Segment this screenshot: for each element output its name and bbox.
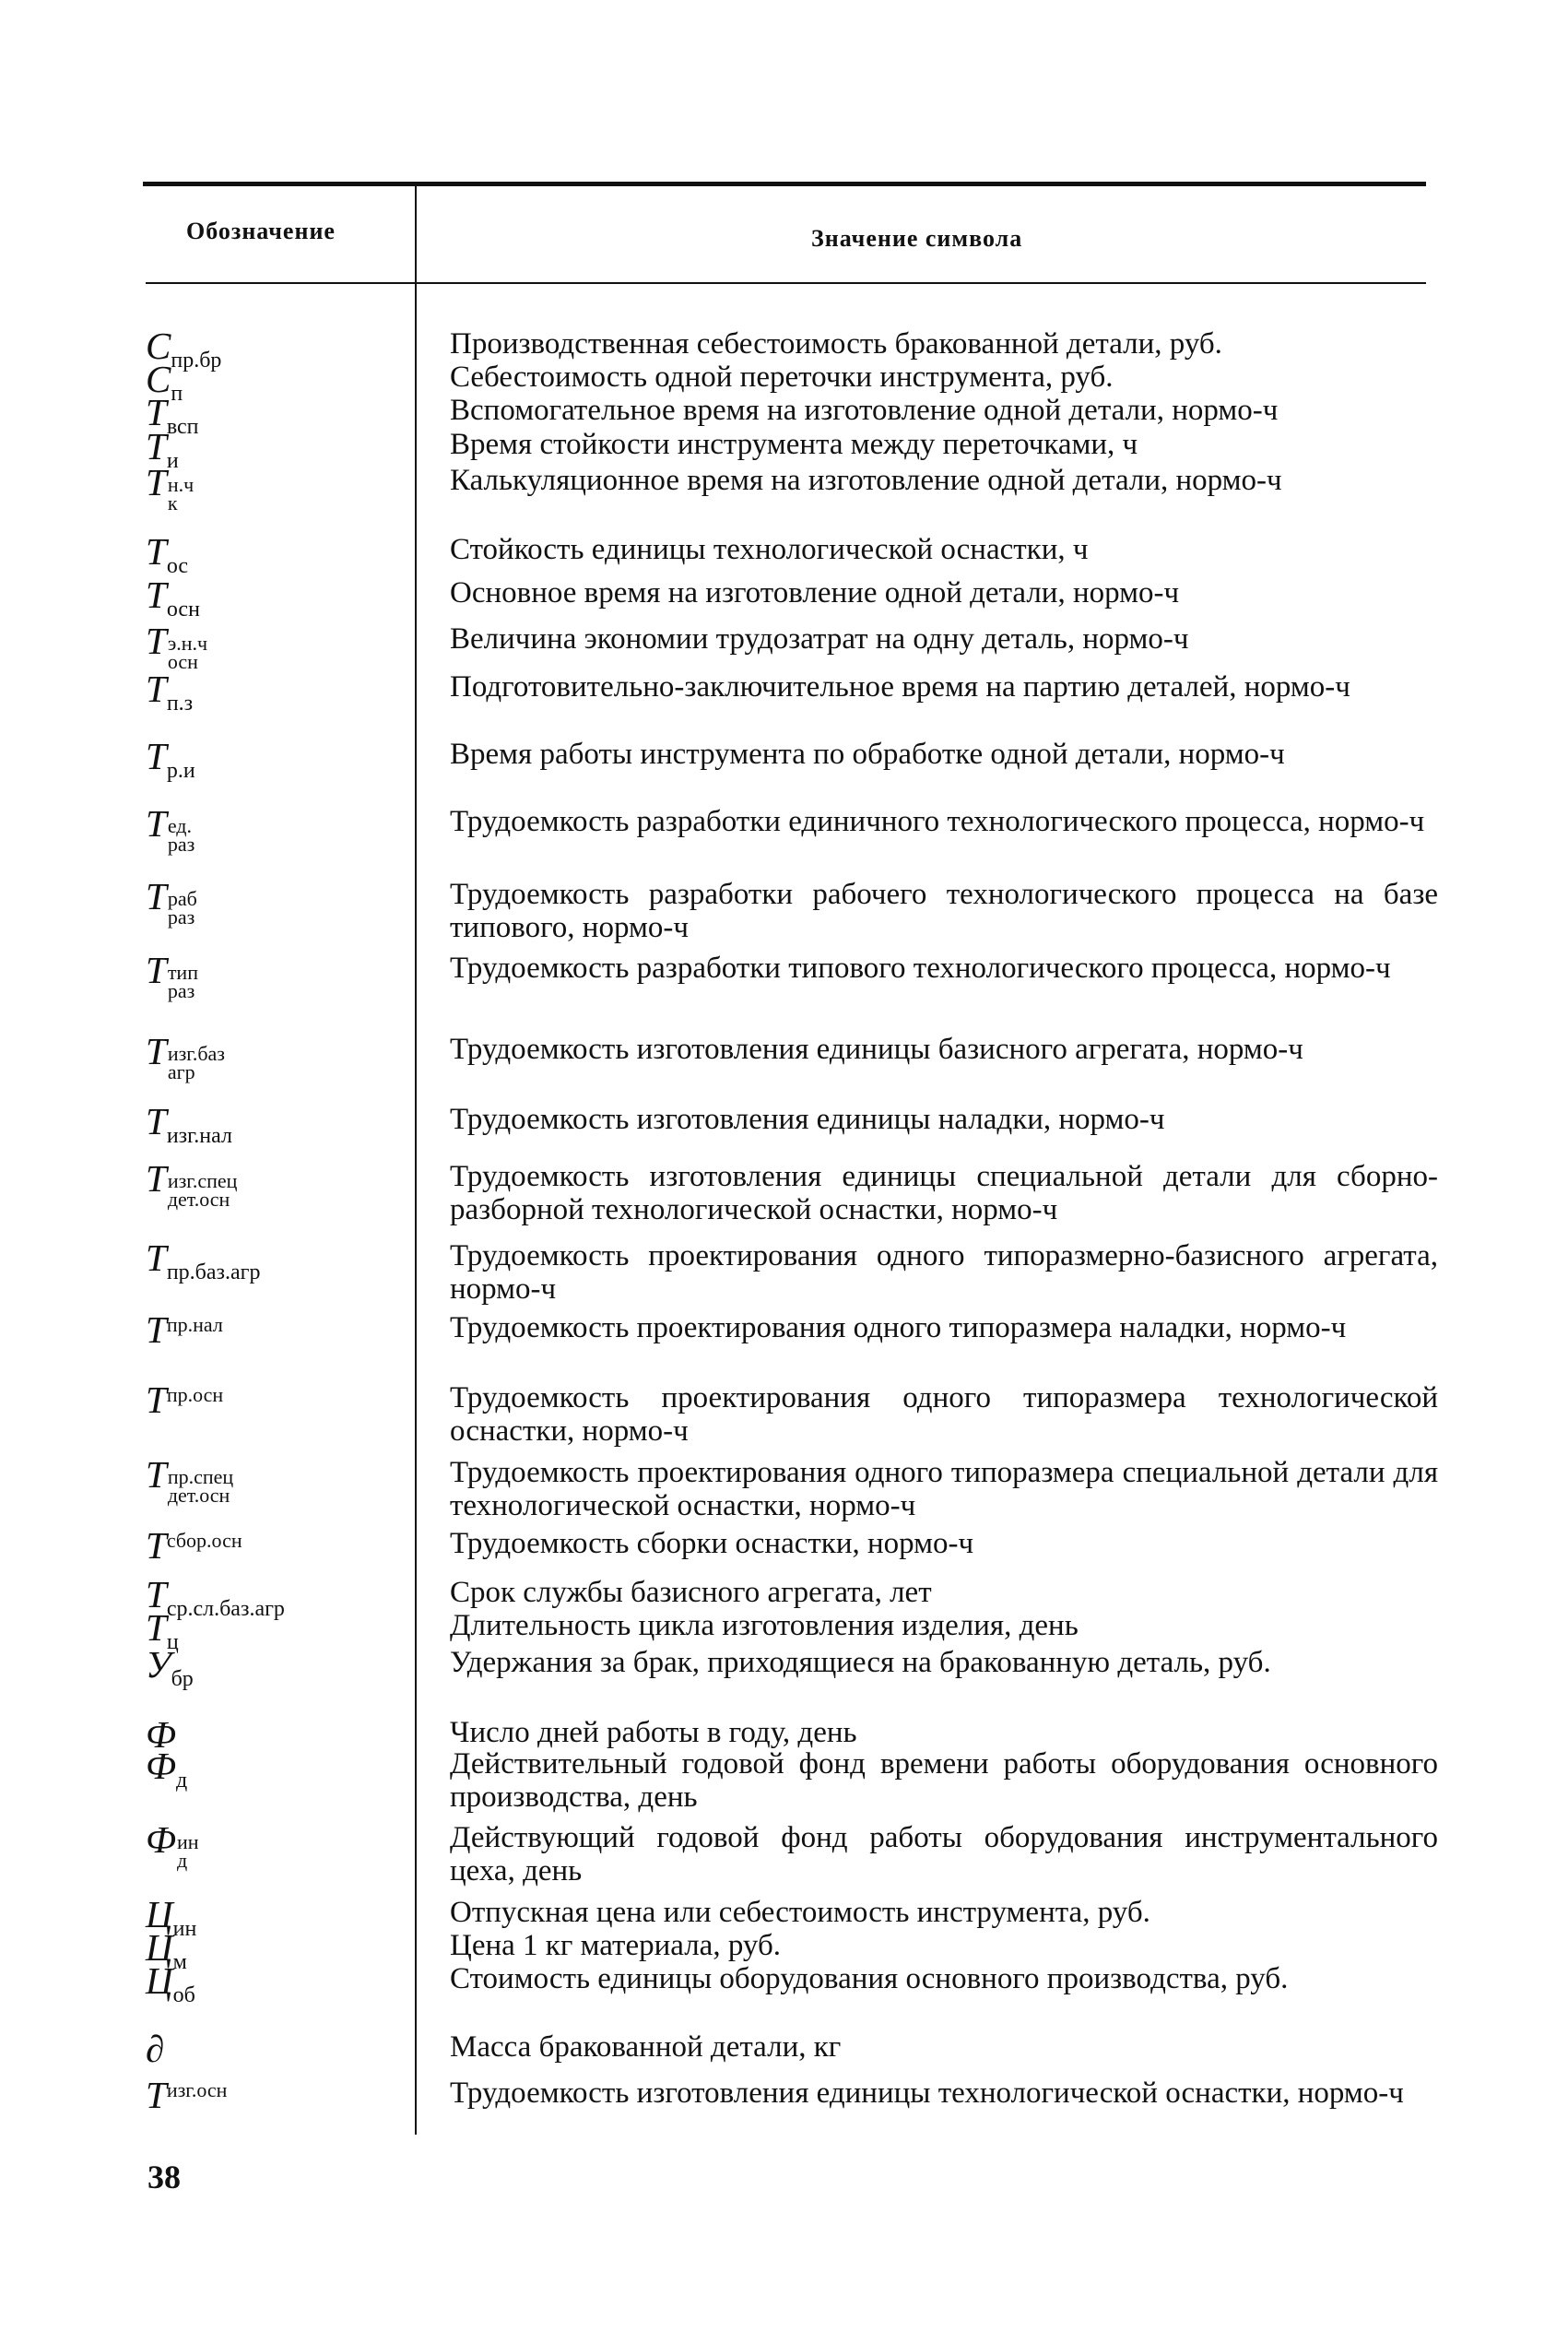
symbol-description: Срок службы базисного агрегата, лет [450, 1576, 932, 1609]
symbol-description: Трудоемкость изготовления единицы базисного агрегата, нормо-ч [450, 1033, 1303, 1066]
symbol-superscript: изг.баз [167, 1042, 225, 1065]
symbol-description: Трудоемкость разработки рабочего технологического процесса на базе типового, нормо-ч [450, 878, 1438, 944]
symbol-description: Трудоемкость сборки оснастки, нормо-ч [450, 1527, 974, 1560]
symbol-subscript: об [172, 1983, 195, 2008]
symbol-description: Себестоимость одной переточки инструмента, руб. [450, 361, 1114, 394]
symbol-description: Время стойкости инструмента между переточками, ч [450, 428, 1138, 461]
symbol [146, 1643, 194, 1698]
symbol-superscript: н.ч [167, 473, 195, 496]
symbol-superscript: ин [176, 1830, 199, 1853]
symbol-base: T [146, 1378, 167, 1421]
symbol-subscript: д [176, 1849, 188, 1872]
symbol-base: У [146, 1643, 171, 1686]
symbol-subscript: пр.баз.агр [166, 1260, 261, 1285]
symbol [146, 802, 195, 856]
symbol-base: T [146, 1236, 167, 1279]
symbol [146, 461, 195, 515]
symbol-superscript: пр.нал [166, 1313, 223, 1336]
symbol-base: T [146, 1100, 167, 1142]
symbol-base: T [146, 668, 167, 710]
symbol-base: T [146, 574, 167, 616]
symbol [146, 1818, 199, 1872]
symbol-description: Калькуляционное время на изготовление одной детали, нормо-ч [450, 464, 1282, 497]
symbol-subscript: осн [166, 598, 200, 622]
symbol-superscript: э.н.ч [167, 632, 208, 655]
symbol-subscript: и [166, 449, 179, 474]
symbol-base: T [146, 391, 167, 433]
symbol-description: Действительный годовой фонд времени работы оборудования основного производства, день [450, 1747, 1438, 1814]
symbol-subscript: ц [166, 1630, 179, 1655]
symbol-base: C [146, 358, 171, 400]
symbol-description: Трудоемкость изготовления единицы технологической оснастки, нормо-ч [450, 2077, 1404, 2110]
symbol-description: Удержания за брак, приходящиеся на бракованную деталь, руб. [450, 1646, 1271, 1679]
symbol-description: Трудоемкость изготовления единицы наладки, нормо-ч [450, 1103, 1165, 1136]
symbol-subscript: изг.нал [166, 1124, 232, 1149]
symbol [146, 670, 193, 722]
symbol-base: T [146, 1157, 167, 1200]
symbol-description: Трудоемкость разработки типового технологического процесса, нормо-ч [450, 952, 1391, 985]
table-top-rule [143, 182, 1426, 186]
symbol-subscript: всп [166, 415, 199, 440]
symbol-description: Производственная себестоимость бракованной детали, руб. [450, 327, 1222, 361]
symbol [146, 1030, 225, 1083]
symbol-superscript: сбор.осн [166, 1529, 242, 1552]
symbol-description: Трудоемкость проектирования одного типоразмера специальной детали для технологической оснастки, нормо-ч [450, 1456, 1438, 1522]
symbol-subscript: к [167, 491, 178, 515]
table-header-rule [146, 282, 1426, 284]
symbol-superscript: изг.спец [167, 1169, 238, 1192]
symbol-subscript: осн [167, 650, 198, 673]
symbol [146, 1236, 261, 1291]
symbol-base: Ф [146, 1745, 176, 1787]
symbol-superscript: пр.спец [167, 1465, 234, 1488]
symbol [146, 2028, 165, 2070]
symbol-description: Отпускная цена или себестоимость инструмента, руб. [450, 1896, 1150, 1929]
symbol-base: Ц [146, 1926, 173, 1969]
symbol-subscript: дет.осн [167, 1188, 230, 1211]
symbol-superscript: тип [167, 961, 198, 984]
symbol-base: T [146, 802, 167, 845]
symbol [146, 875, 197, 929]
symbol [146, 1453, 234, 1507]
symbol-description: Масса бракованной детали, кг [450, 2030, 842, 2064]
symbol-base: T [146, 461, 167, 503]
symbol-description: Стоимость единицы оборудования основного производства, руб. [450, 1962, 1289, 1995]
symbol-superscript: пр.осн [166, 1383, 224, 1406]
symbol-description: Вспомогательное время на изготовление одной детали, нормо-ч [450, 394, 1279, 427]
symbol-description: Длительность цикла изготовления изделия, день [450, 1609, 1079, 1642]
symbol-description: Действующий годовой фонд работы оборудования инструментального цеха, день [450, 1821, 1438, 1887]
symbol-base: Ф [146, 1818, 176, 1861]
symbol-base: T [146, 875, 167, 917]
symbol [146, 1959, 195, 2014]
symbol-subscript: ос [166, 554, 189, 579]
page-number: 38 [147, 2159, 181, 2195]
symbol-subscript: ср.сл.баз.агр [166, 1597, 285, 1622]
symbol [146, 1747, 187, 1799]
symbol-subscript: д [175, 1769, 188, 1793]
symbol [146, 1100, 232, 1154]
symbol-description: Стойкость единицы технологической оснастки, ч [450, 533, 1089, 566]
symbol-base: ∂ [146, 2028, 165, 2070]
symbol-base: T [146, 425, 167, 467]
symbol-base: Ц [146, 1959, 173, 2002]
symbol-description: Основное время на изготовление одной детали, нормо-ч [450, 576, 1180, 609]
symbol-base: T [146, 1524, 167, 1567]
symbol-subscript: дет.осн [167, 1484, 230, 1507]
symbol-base: T [146, 620, 167, 662]
symbol-subscript: раз [167, 979, 195, 1002]
symbol-base: T [146, 1030, 167, 1072]
symbol [146, 735, 195, 789]
symbol [146, 1524, 242, 1570]
symbol-base: T [146, 530, 167, 573]
symbol-superscript: ед. [167, 814, 192, 837]
symbol-description: Время работы инструмента по обработке одной детали, нормо-ч [450, 738, 1285, 771]
symbol-base: T [146, 735, 167, 777]
symbol-description: Цена 1 кг материала, руб. [450, 1929, 782, 1962]
symbol-base: T [146, 1453, 167, 1496]
symbol-superscript: изг.осн [166, 2078, 228, 2101]
symbol [146, 622, 207, 671]
symbol-subscript: п [171, 382, 183, 407]
symbol [146, 1308, 223, 1355]
symbol [146, 1157, 238, 1211]
symbol-superscript: раб [167, 887, 197, 910]
symbol-subscript: агр [167, 1060, 195, 1083]
symbol-base: Ц [146, 1893, 173, 1935]
symbol-base: T [146, 2074, 167, 2116]
symbol-description: Трудоемкость проектирования одного типоразмера технологической оснастки, нормо-ч [450, 1381, 1438, 1448]
symbol-base: T [146, 1308, 167, 1351]
symbol-description: Число дней работы в году, день [450, 1716, 857, 1749]
column-header-meaning: Значение символа [811, 225, 1023, 252]
symbol-base: T [146, 1606, 167, 1649]
column-divider [415, 184, 417, 2135]
symbol-subscript: п.з [166, 692, 194, 716]
symbol-description: Трудоемкость разработки единичного технологического процесса, нормо-ч [450, 805, 1425, 838]
symbol-subscript: м [172, 1950, 187, 1975]
symbol [146, 2074, 228, 2120]
symbol-subscript: ин [172, 1917, 197, 1942]
symbol-base: C [146, 325, 171, 367]
symbol-base: T [146, 949, 167, 991]
symbol-subscript: р.и [166, 759, 195, 784]
symbol-subscript: раз [167, 833, 195, 856]
symbol-subscript: раз [167, 905, 195, 929]
symbol-subscript: бр [171, 1667, 194, 1692]
symbol [146, 949, 198, 1002]
symbol-base: T [146, 1573, 167, 1615]
symbol-description: Трудоемкость изготовления единицы специальной детали для сборно-разборной технологической оснастки, нормо-ч [450, 1160, 1438, 1226]
symbol-description: Подготовительно-заключительное время на партию деталей, нормо-ч [450, 670, 1350, 704]
symbol-base: Ф [146, 1713, 176, 1756]
symbol-subscript: пр.бр [171, 349, 222, 373]
column-header-symbol: Обозначение [186, 218, 336, 244]
symbol-description: Трудоемкость проектирования одного типоразмера наладки, нормо-ч [450, 1311, 1347, 1344]
symbol [146, 1378, 224, 1425]
symbol-description: Величина экономии трудозатрат на одну деталь, нормо-ч [450, 622, 1189, 656]
symbol-description: Трудоемкость проектирования одного типоразмерно-базисного агрегата, нормо-ч [450, 1239, 1438, 1306]
